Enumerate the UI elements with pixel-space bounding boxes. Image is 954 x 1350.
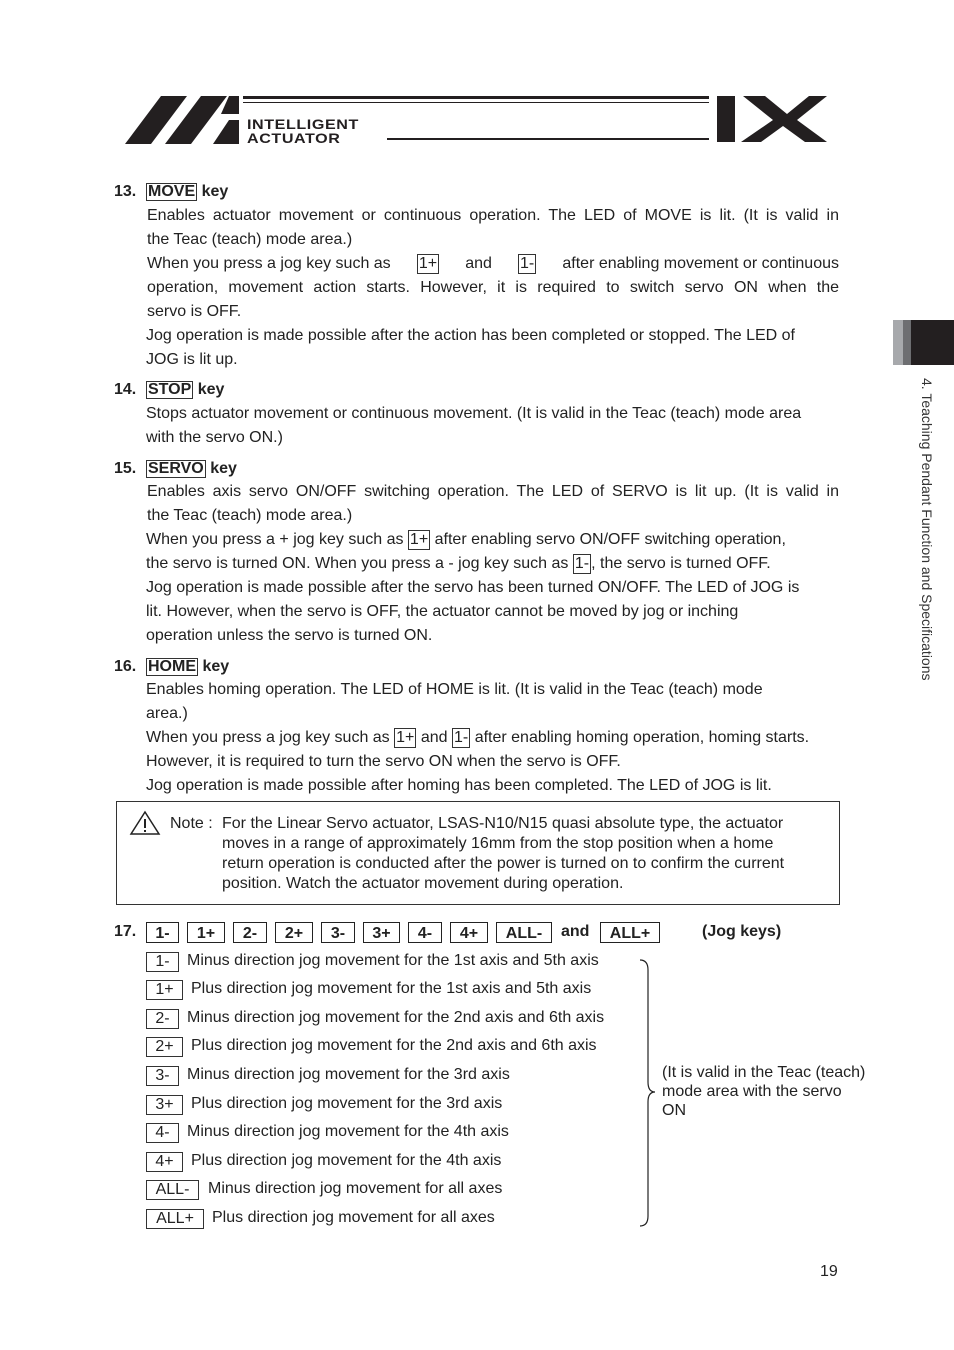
paragraph-line: Enables actuator movement or continuous operation. The LED of MOVE is lit. (It is valid in bbox=[147, 207, 839, 224]
jog-key-3-minus: 3- bbox=[321, 922, 355, 943]
note-line: return operation is conducted after the power is turned on to confirm the current bbox=[222, 855, 785, 872]
header-rule-top2 bbox=[243, 102, 709, 103]
side-tab-label: 4. Teaching Pendant Function and Specifications bbox=[919, 378, 935, 681]
right-brace-icon bbox=[638, 958, 658, 1230]
jog-key-4-minus: 4- bbox=[408, 922, 442, 943]
logo-text-line2: ACTUATOR bbox=[247, 130, 341, 146]
header-rule-bottom bbox=[387, 138, 709, 140]
jog-keys-title: (Jog keys) bbox=[702, 923, 782, 940]
paragraph-line: Stops actuator movement or continuous movement. (It is valid in the Teac (teach) mode area bbox=[146, 405, 802, 422]
list-desc: Minus direction jog movement for the 3rd axis bbox=[187, 1066, 510, 1083]
list-key: 3- bbox=[146, 1066, 179, 1086]
list-key: 4+ bbox=[146, 1152, 183, 1172]
jog-key-3-plus: 3+ bbox=[363, 922, 400, 943]
jog-key-2-minus: 2- bbox=[233, 922, 267, 943]
list-desc: Plus direction jog movement for the 4th axis bbox=[191, 1152, 502, 1169]
paragraph-line: Enables homing operation. The LED of HOME is lit. (It is valid in the Teac (teach) mode bbox=[146, 681, 763, 698]
section-number: 17. bbox=[114, 923, 137, 940]
list-key: 3+ bbox=[146, 1095, 183, 1115]
paragraph-line: Jog operation is made possible after the servo has been turned ON/OFF. The LED of JOG is bbox=[146, 579, 800, 596]
side-tab-marker bbox=[893, 320, 954, 365]
brace-note-line: (It is valid in the Teac (teach) bbox=[662, 1064, 866, 1081]
jog-key-1-minus: 1- bbox=[146, 922, 179, 943]
list-key: ALL- bbox=[146, 1180, 199, 1200]
paragraph-line: lit. However, when the servo is OFF, the actuator cannot be moved by jog or inching bbox=[146, 603, 739, 620]
jog-key-all-plus: ALL+ bbox=[600, 922, 660, 943]
warning-icon bbox=[129, 810, 161, 836]
paragraph-line: the Teac (teach) mode area.) bbox=[147, 507, 353, 524]
section-number: 14. bbox=[114, 381, 137, 398]
move-key: MOVE bbox=[148, 183, 196, 200]
key-suffix: key bbox=[197, 381, 225, 398]
paragraph-line: the servo is turned ON. When you press a - jog key such as 1- , the servo is turned OFF. bbox=[146, 555, 771, 572]
servo-key: SERVO bbox=[148, 460, 204, 477]
jog-key-ref: 1+ bbox=[418, 255, 438, 272]
paragraph-line: servo is OFF. bbox=[147, 303, 242, 320]
list-desc: Plus direction jog movement for all axes bbox=[212, 1209, 495, 1226]
header-rule-top bbox=[243, 96, 709, 99]
note-line: moves in a range of approximately 16mm from the stop position when a home bbox=[222, 835, 774, 852]
jog-key-ref: 1- bbox=[574, 555, 590, 572]
list-key: 1+ bbox=[146, 980, 183, 1000]
list-desc: Minus direction jog movement for the 2nd axis and 6th axis bbox=[187, 1009, 605, 1026]
paragraph-line: When you press a jog key such as 1+ and 1- after enabling homing operation, homing starts. bbox=[146, 729, 810, 746]
note-label: Note : bbox=[170, 815, 213, 832]
paragraph-line: JOG is lit up. bbox=[146, 351, 238, 368]
list-key: ALL+ bbox=[146, 1209, 204, 1229]
section-number: 16. bbox=[114, 658, 137, 675]
list-desc: Plus direction jog movement for the 1st axis and 5th axis bbox=[191, 980, 592, 997]
jog-key-ref: 1+ bbox=[396, 729, 415, 746]
list-key: 2+ bbox=[146, 1037, 183, 1057]
key-suffix: key bbox=[202, 658, 230, 675]
section-number: 15. bbox=[114, 460, 137, 477]
paragraph-line: area.) bbox=[146, 705, 188, 722]
jog-key-ref: 1- bbox=[520, 255, 535, 272]
logo-ix bbox=[717, 94, 827, 144]
list-desc: Minus direction jog movement for all axes bbox=[208, 1180, 503, 1197]
jog-key-ref: 1- bbox=[454, 729, 469, 746]
list-key: 4- bbox=[146, 1123, 179, 1143]
note-line: position. Watch the actuator movement during operation. bbox=[222, 875, 624, 892]
ia-logo-mark bbox=[125, 94, 240, 146]
paragraph-line: with the servo ON.) bbox=[146, 429, 283, 446]
list-desc: Minus direction jog movement for the 1st axis and 5th axis bbox=[187, 952, 599, 969]
paragraph-line: When you press a + jog key such as 1+ after enabling servo ON/OFF switching operation, bbox=[146, 531, 786, 548]
jog-key-4-plus: 4+ bbox=[450, 922, 488, 943]
paragraph-line: However, it is required to turn the servo ON when the servo is OFF. bbox=[146, 753, 621, 770]
paragraph-line: the Teac (teach) mode area.) bbox=[147, 231, 353, 248]
paragraph-line: operation, movement action starts. However, it is required to switch servo ON when the bbox=[147, 279, 839, 296]
section-number: 13. bbox=[114, 183, 137, 200]
list-desc: Plus direction jog movement for the 3rd axis bbox=[191, 1095, 503, 1112]
paragraph-line: Jog operation is made possible after homing has been completed. The LED of JOG is lit. bbox=[146, 777, 772, 794]
home-key: HOME bbox=[148, 658, 196, 675]
jog-key-all-minus: ALL- bbox=[496, 922, 552, 943]
note-box bbox=[116, 801, 840, 905]
stop-key: STOP bbox=[148, 381, 192, 398]
paragraph-line: operation unless the servo is turned ON. bbox=[146, 627, 433, 644]
jog-key-1-plus: 1+ bbox=[187, 922, 225, 943]
paragraph-line: Enables axis servo ON/OFF switching operation. The LED of SERVO is lit up. (It is valid in bbox=[147, 483, 839, 500]
page-number: 19 bbox=[820, 1263, 838, 1280]
header-logo bbox=[125, 92, 830, 148]
jog-key-ref: 1+ bbox=[409, 531, 429, 548]
list-desc: Minus direction jog movement for the 4th axis bbox=[187, 1123, 509, 1140]
note-line: For the Linear Servo actuator, LSAS-N10/N15 quasi absolute type, the actuator bbox=[222, 815, 784, 832]
key-suffix: key bbox=[210, 460, 237, 477]
key-suffix: key bbox=[201, 183, 229, 200]
paragraph-line: When you press a jog key such as 1+ and 1- after enabling movement or continuous bbox=[147, 255, 839, 272]
brace-note-line: mode area with the servo bbox=[662, 1083, 842, 1100]
list-key: 1- bbox=[146, 952, 179, 972]
jog-key-2-plus: 2+ bbox=[275, 922, 313, 943]
logo-text-line1: INTELLIGENT bbox=[247, 116, 359, 132]
paragraph-line: Jog operation is made possible after the action has been completed or stopped. The LED of bbox=[146, 327, 795, 344]
brace-note-line: ON bbox=[662, 1102, 686, 1119]
list-desc: Plus direction jog movement for the 2nd axis and 6th axis bbox=[191, 1037, 597, 1054]
and-text: and bbox=[561, 923, 590, 940]
list-key: 2- bbox=[146, 1009, 179, 1029]
